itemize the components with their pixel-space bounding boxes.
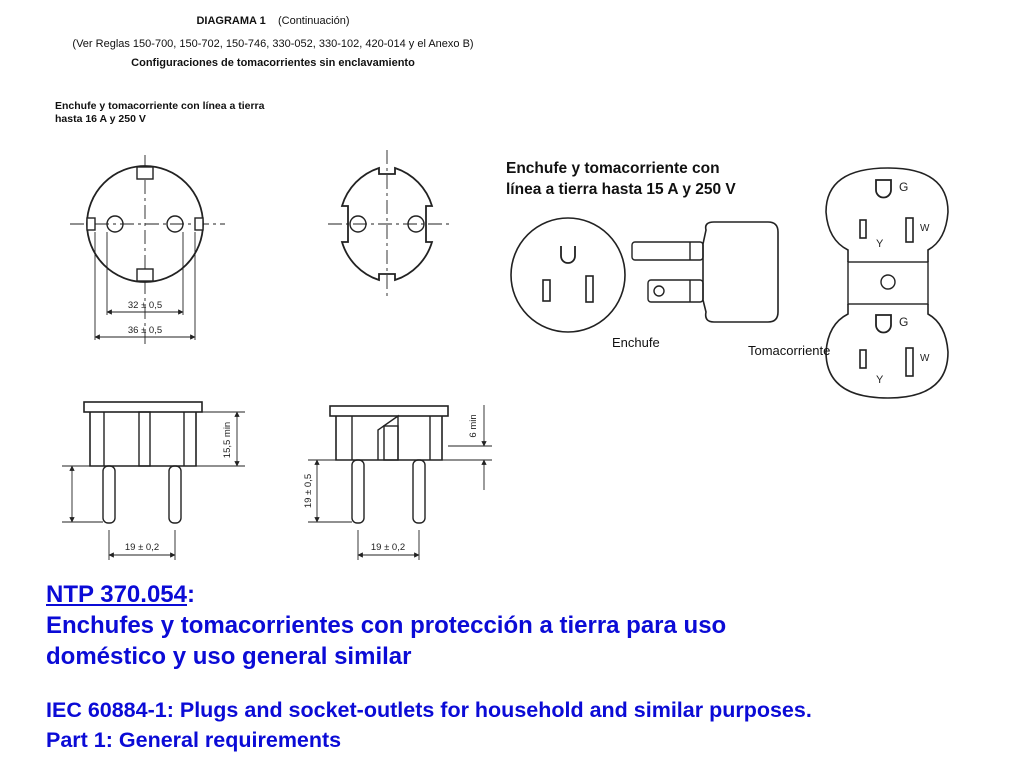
dim-32: 32 ± 0,5 (127, 300, 163, 311)
nema-receptacle-face (511, 218, 625, 332)
notched-plug-front-view (328, 150, 452, 300)
diagram-number: DIAGRAMA 1 (196, 15, 266, 27)
iec-reference (46, 695, 1006, 755)
diagram-subtitle: Configuraciones de tomacorrientes sin enclavamiento (131, 57, 415, 69)
dim-19-left: 19 ± 0,2 (124, 542, 160, 553)
left-caption-line2: hasta 16 A y 250 V (55, 113, 146, 125)
title-line3: doméstico y uso general similar (46, 643, 412, 670)
dim-19-right: 19 ± 0,2 (370, 542, 406, 553)
dim-36: 36 ± 0,5 (127, 325, 163, 336)
label-g-top: G (899, 180, 909, 194)
diagram-continuation: (Continuación) (277, 15, 350, 27)
dim-6-min: 6 min (468, 414, 479, 438)
right-caption-line2: línea a tierra hasta 15 A y 250 V (506, 181, 736, 198)
iec-line2: Part 1: General requirements (46, 728, 342, 752)
label-y-top: Y (876, 238, 884, 250)
nema-plug-side (632, 222, 778, 322)
plug-label: Enchufe (612, 335, 660, 350)
ntp-colon: : (187, 581, 195, 608)
dim-15-5-min: 15,5 min (222, 421, 233, 459)
label-w-bottom: W (920, 353, 930, 364)
notched-plug-side-view (308, 405, 492, 560)
left-caption-line1: Enchufe y tomacorriente con línea a tierra (55, 100, 265, 112)
dim-19-vertical: 19 ± 0,5 (303, 473, 314, 509)
title-line2: Enchufes y tomacorrientes con protección a tierra para uso (46, 612, 727, 639)
label-g-bottom: G (899, 315, 909, 329)
right-caption-line1: Enchufe y tomacorriente con (506, 160, 720, 177)
round-plug-side-view (62, 402, 245, 560)
outlet-label: Tomacorriente (748, 343, 831, 358)
standard-title (46, 579, 1006, 672)
ntp-code: NTP 370.054 (46, 581, 187, 608)
label-w-top: W (920, 223, 930, 234)
label-y-bottom: Y (876, 374, 884, 386)
iec-line1: IEC 60884-1: Plugs and socket-outlets for household and similar purposes. (46, 698, 812, 722)
round-plug-front-view (70, 155, 225, 345)
rules-reference: (Ver Reglas 150-700, 150-702, 150-746, 330-052, 330-102, 420-014 y el Anexo B) (72, 38, 474, 50)
duplex-receptacle (826, 168, 948, 398)
